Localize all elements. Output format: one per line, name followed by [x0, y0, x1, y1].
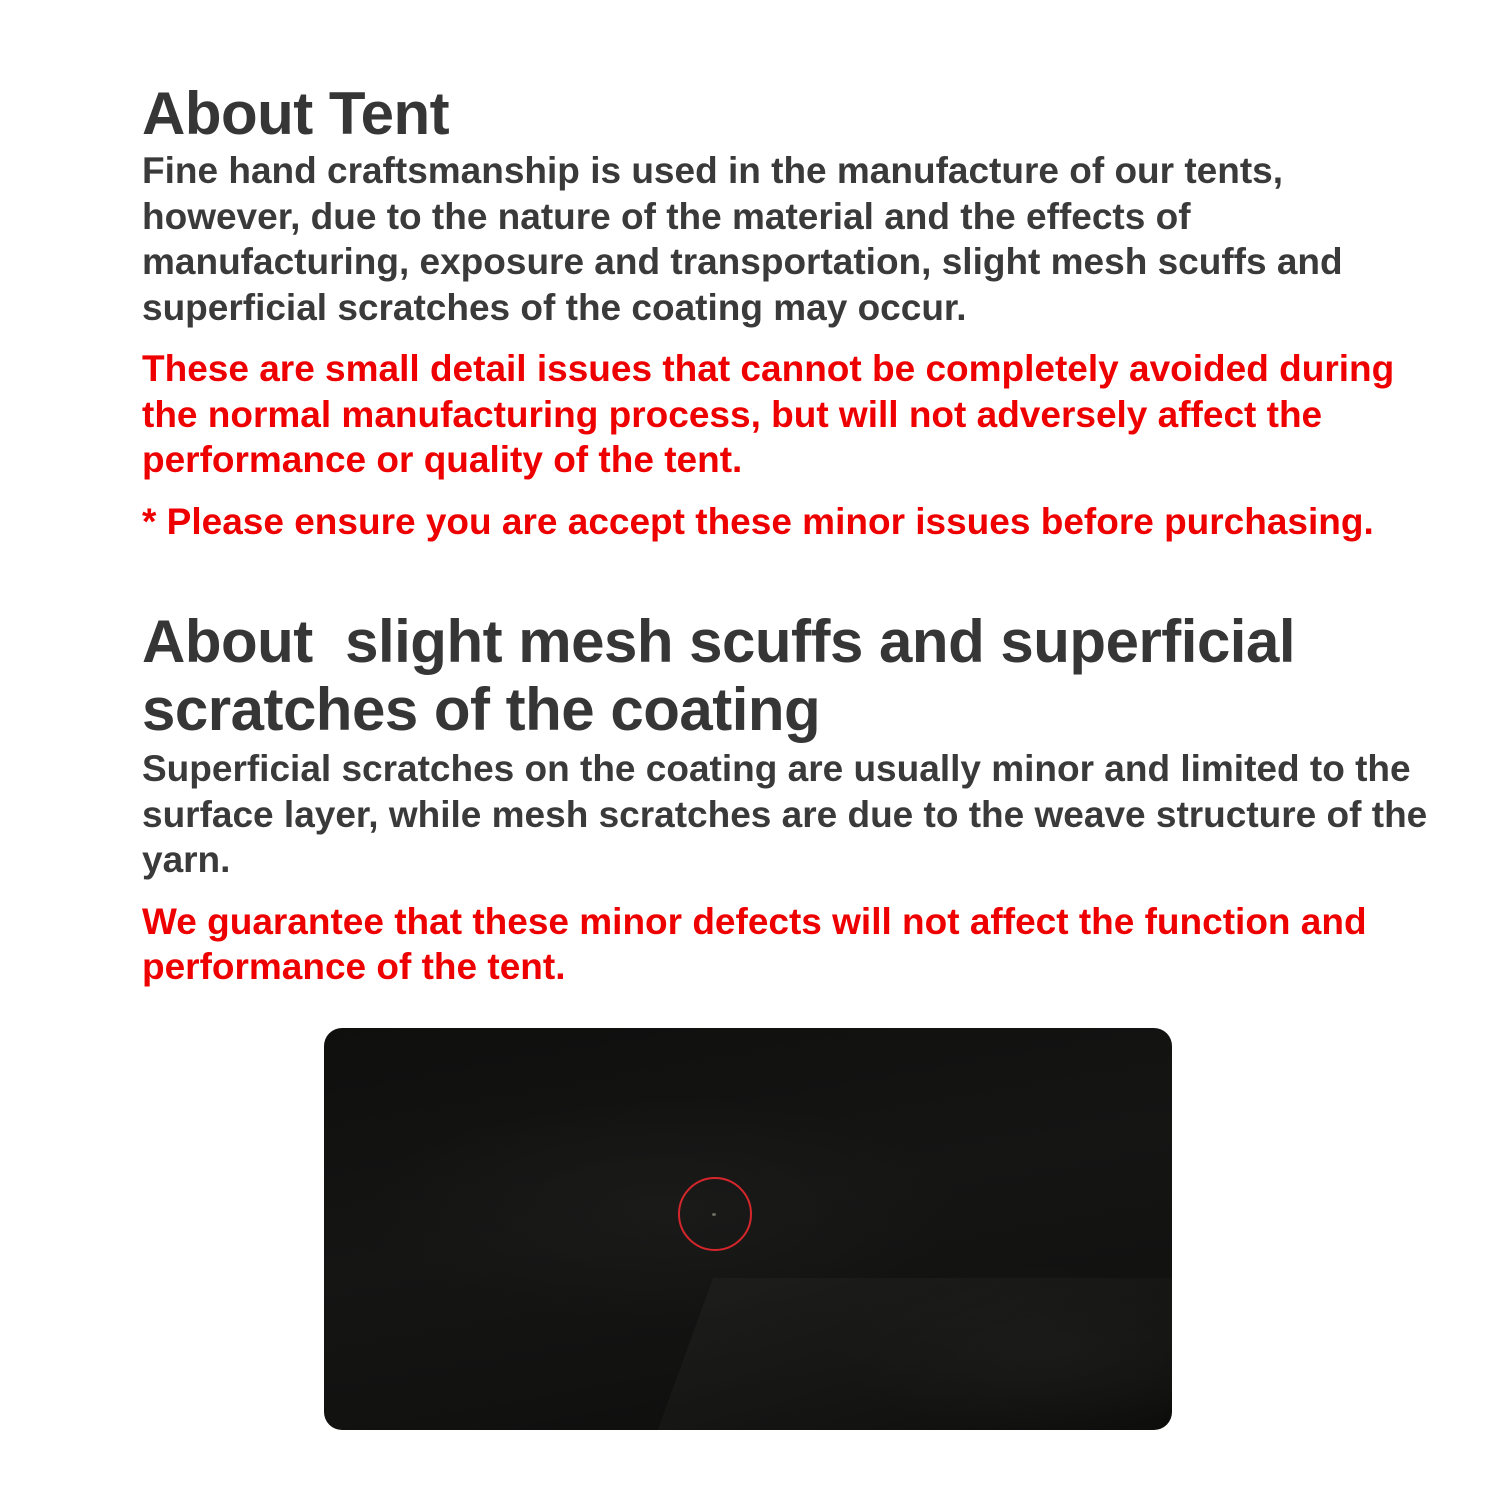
about-tent-body: Fine hand craftsmanship is used in the manufacture of our tents, however, due to the nature of the material and the effects of manufacturing, exposure and transportation, slight mesh scuffs and superficial scratches of the coating may occur.	[142, 150, 1343, 328]
about-scuffs-section	[142, 608, 1432, 990]
about-scuffs-heading: About slight mesh scuffs and superficial scratches of the coating	[142, 608, 1312, 743]
fabric-fold-shading	[655, 1278, 1172, 1430]
guarantee-notice: We guarantee that these minor defects will not affect the function and performance of the tent.	[142, 900, 1367, 987]
about-tent-section	[142, 80, 1432, 544]
about-tent-notice: These are small detail issues that cannot be completely avoided during the normal manufacturing process, but will not adversely affect the performance or quality of the tent.	[142, 348, 1395, 480]
about-tent-heading: About Tent	[142, 80, 450, 147]
about-scuffs-body: Superficial scratches on the coating are usually minor and limited to the surface layer, while mesh scratches are due to the weave structure of the yarn.	[142, 748, 1428, 880]
scratch-spot	[712, 1213, 716, 1216]
purchase-disclaimer: * Please ensure you are accept these minor issues before purchasing.	[142, 500, 1374, 542]
